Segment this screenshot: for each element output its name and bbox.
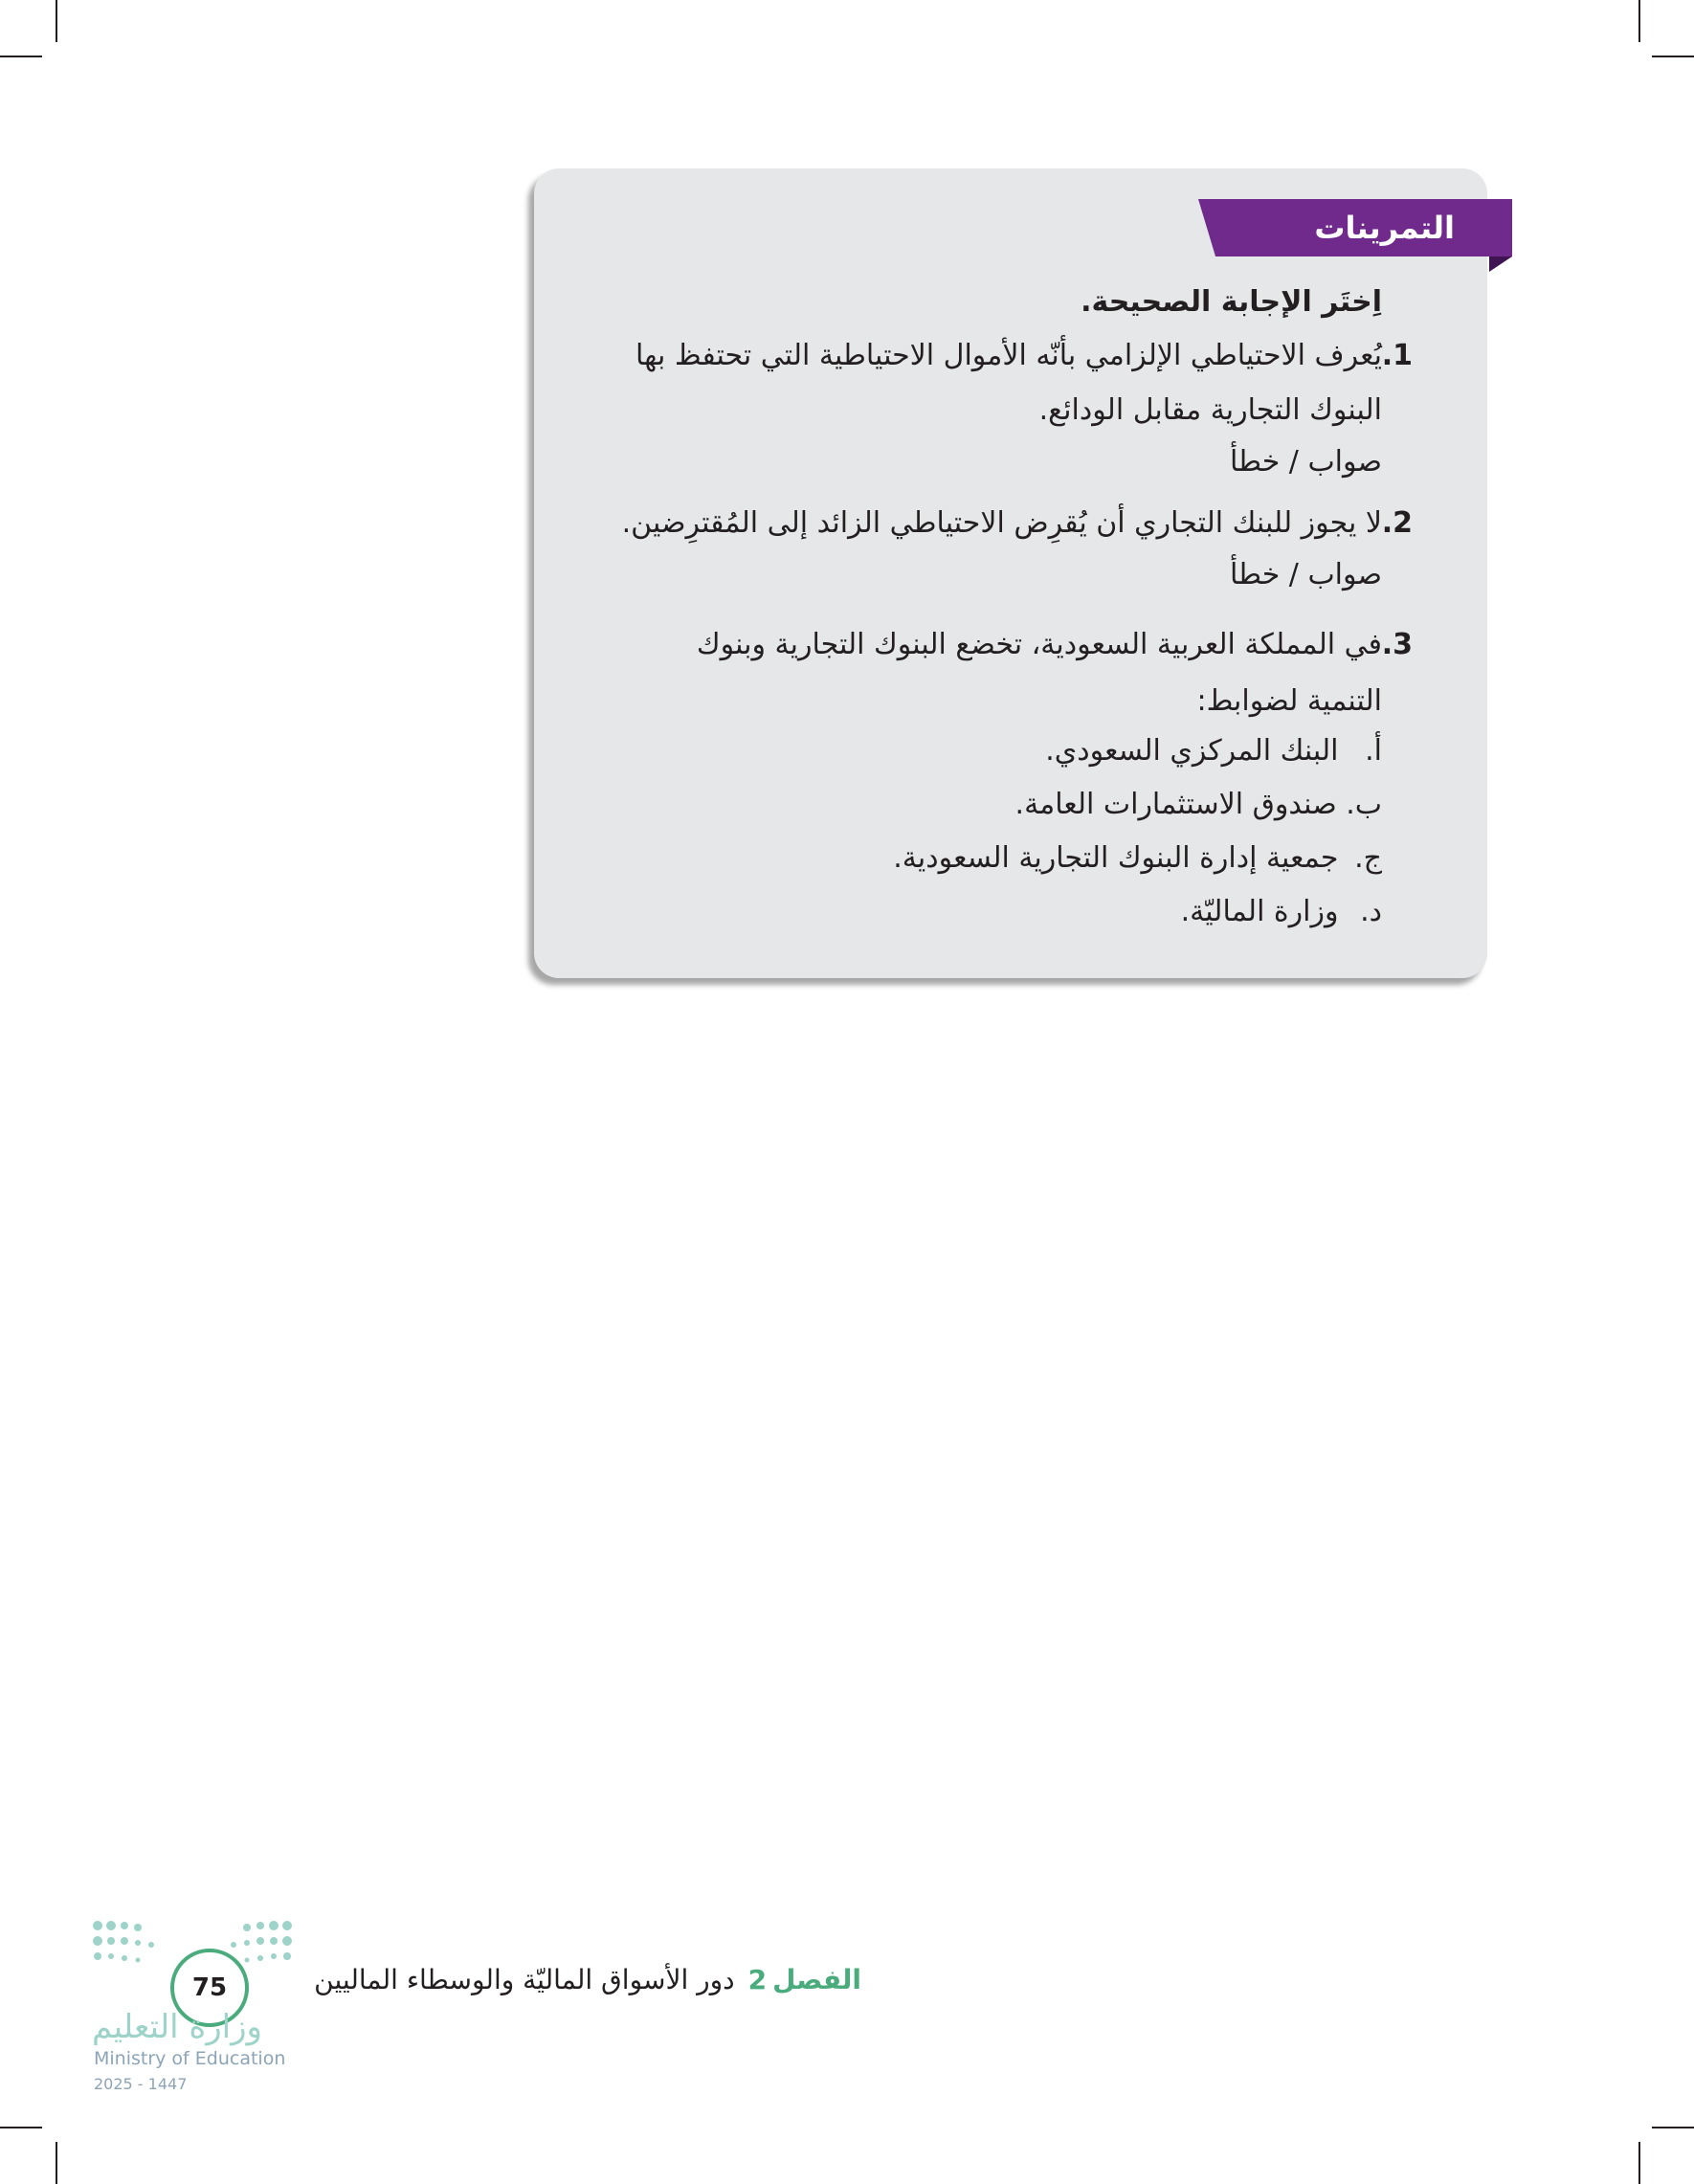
option-d (463, 888, 1382, 936)
option-letter: ب. (1346, 788, 1382, 821)
question-number: 3. (1381, 628, 1413, 661)
question-1 (456, 329, 1413, 383)
page-number-badge: 75 (170, 1949, 249, 2027)
option-letter: ج. (1354, 841, 1382, 875)
ministry-name-english: Ministry of Education (94, 2048, 286, 2069)
question-number: 2. (1381, 506, 1413, 540)
crop-mark-tl-v (56, 0, 57, 42)
crop-mark-bl-v (56, 2142, 57, 2184)
crop-mark-tl-h (0, 56, 42, 57)
page-footer (287, 1952, 861, 2006)
chapter-number: 2 (747, 1963, 768, 1995)
ribbon-fold (1489, 256, 1512, 272)
ministry-year: 2025 - 1447 (94, 2075, 188, 2093)
question-1-continuation: البنوك التجارية مقابل الودائع. (1038, 393, 1382, 427)
question-2-answer: صواب / خطأ (1229, 558, 1382, 591)
crop-mark-bl-h (0, 2127, 42, 2128)
crop-mark-tr-h (1652, 56, 1694, 57)
instruction-text: اِختَر الإجابة الصحيحة. (1081, 285, 1382, 319)
question-text: لا يجوز للبنك التجاري أن يُقرِض الاحتياطي الزائد إلى المُقترِضين. (621, 506, 1382, 540)
option-letter: أ. (1365, 734, 1382, 768)
option-a (463, 727, 1382, 775)
crop-mark-br-v (1638, 2142, 1640, 2184)
crop-mark-br-h (1652, 2127, 1694, 2128)
option-text: وزارة الماليّة. (1180, 895, 1339, 928)
option-text: صندوق الاستثمارات العامة. (1014, 788, 1337, 821)
question-text: يُعرف الاحتياطي الإلزامي بأنّه الأموال الاحتياطية التي تحتفظ بها (635, 339, 1382, 372)
chapter-title: دور الأسواق الماليّة والوسطاء الماليين (314, 1963, 735, 1995)
option-letter: د. (1360, 895, 1382, 928)
option-text: جمعية إدارة البنوك التجارية السعودية. (893, 841, 1339, 875)
ministry-name-arabic: وزارة التعليم (92, 2008, 262, 2046)
question-3-continuation: التنمية لضوابط: (1196, 684, 1382, 718)
question-text: في المملكة العربية السعودية، تخضع البنوك التجارية وبنوك (696, 628, 1382, 661)
option-b (463, 781, 1382, 829)
chapter-label: الفصل (772, 1963, 861, 1995)
question-number: 1. (1381, 339, 1413, 372)
question-3 (456, 618, 1413, 672)
crop-mark-tr-v (1638, 0, 1640, 42)
question-2 (456, 497, 1413, 550)
option-c (463, 835, 1382, 882)
question-1-answer: صواب / خطأ (1229, 445, 1382, 479)
section-title: التمرينات (1314, 210, 1455, 246)
option-text: البنك المركزي السعودي. (1045, 734, 1339, 768)
